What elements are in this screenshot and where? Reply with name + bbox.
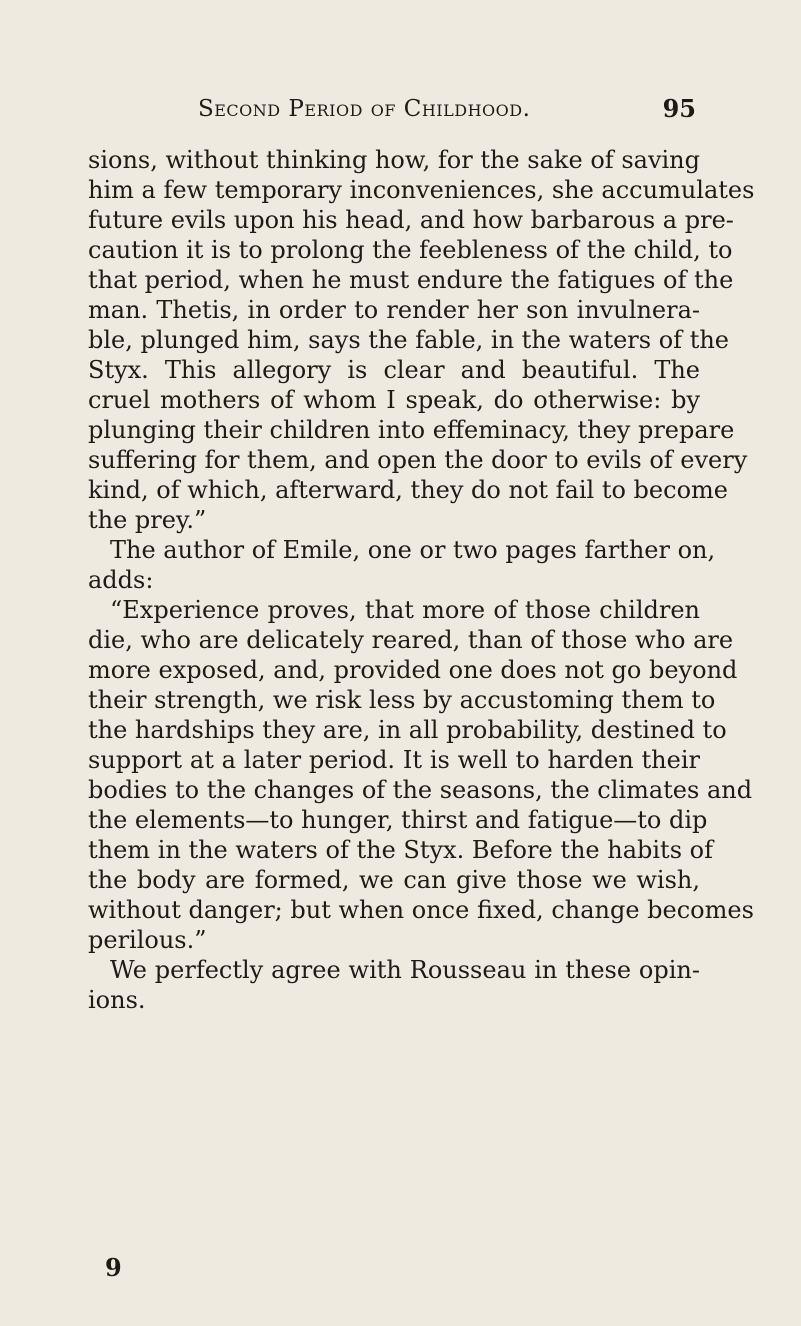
text-line: more exposed, and, provided one does not go beyond <box>88 656 738 684</box>
running-head: Second Period of Childhood. <box>198 96 531 122</box>
text-line: adds: <box>88 566 154 594</box>
text-line: “Experience proves, that more of those children <box>110 596 700 624</box>
text-line: ble, plunged him, says the fable, in the waters of the <box>88 326 729 354</box>
text-line: the prey.” <box>88 506 207 534</box>
text-line: die, who are delicately reared, than of those who are <box>88 626 734 654</box>
text-line: support at a later period. It is well to harden their <box>88 746 700 774</box>
text-line: kind, of which, afterward, they do not fail to become <box>88 476 728 504</box>
text-line: The author of Emile, one or two pages farther on, <box>110 536 716 564</box>
text-line: sions, without thinking how, for the sake of saving <box>88 146 700 174</box>
text-line: suffering for them, and open the door to evils of every <box>88 446 748 474</box>
text-line: without danger; but when once fixed, change becomes <box>88 896 754 924</box>
text-line: the hardships they are, in all probability, destined to <box>88 716 727 744</box>
body-text <box>88 145 755 1015</box>
text-line: bodies to the changes of the seasons, the climates and <box>88 776 753 804</box>
text-line: ions. <box>88 986 146 1014</box>
text-line: that period, when he must endure the fatigues of the <box>88 266 734 294</box>
text-line: him a few temporary inconveniences, she accumulates <box>88 176 755 204</box>
text-line: them in the waters of the Styx. Before the habits of <box>88 836 713 864</box>
text-line: cruel mothers of whom I speak, do otherwise: by <box>88 386 700 414</box>
text-line: plunging their children into effeminacy, they prepare <box>88 416 735 444</box>
text-line: their strength, we risk less by accustoming them to <box>88 686 716 714</box>
signature-mark: 9 <box>105 1253 122 1282</box>
text-line: the elements—to hunger, thirst and fatigue—to dip <box>88 806 708 834</box>
text-line: Styx. This allegory is clear and beautiful. The <box>88 356 700 384</box>
text-line: caution it is to prolong the feebleness of the child, to <box>88 236 733 264</box>
text-line: man. Thetis, in order to render her son invulnera- <box>88 296 700 324</box>
text-line: We perfectly agree with Rousseau in these opin- <box>110 956 700 984</box>
text-line: perilous.” <box>88 926 207 954</box>
text-line: the body are formed, we can give those we wish, <box>88 866 700 894</box>
page-number: 95 <box>662 94 696 123</box>
text-line: future evils upon his head, and how barbarous a pre- <box>88 206 734 234</box>
